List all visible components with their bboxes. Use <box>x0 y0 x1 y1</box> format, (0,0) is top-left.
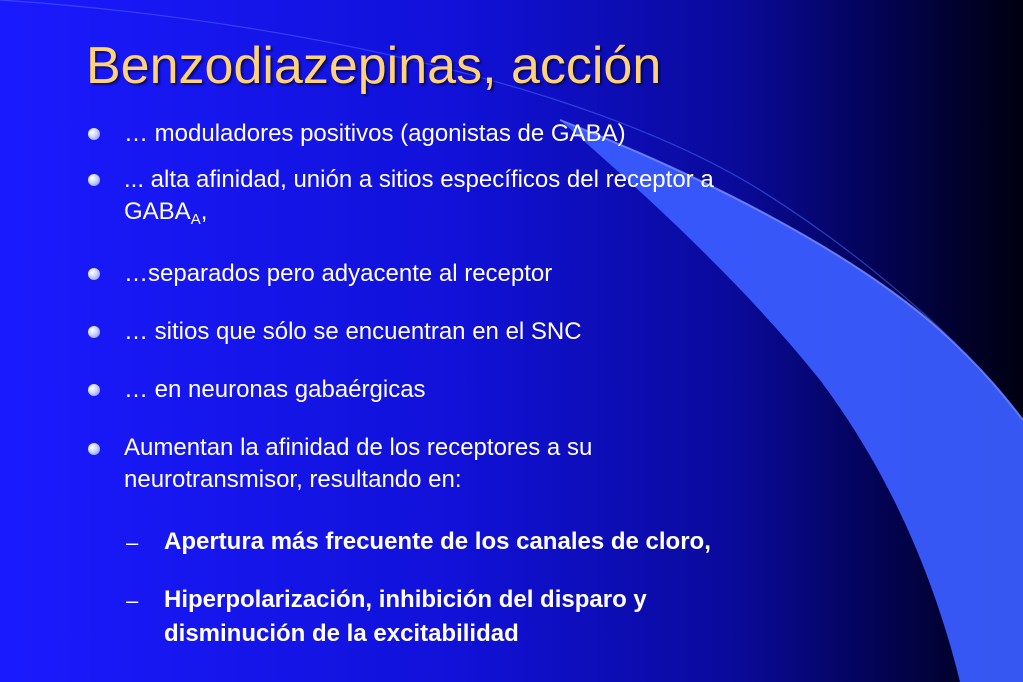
bullet-dot <box>88 268 100 280</box>
bullet-dot <box>88 443 100 455</box>
bullet-dot <box>88 384 100 396</box>
subbullet-2 <box>164 583 647 651</box>
subbullet-dash: – <box>126 530 139 555</box>
bullet-dot <box>88 326 100 338</box>
subbullet-1: Apertura más frecuente de los canales de cloro, <box>164 528 711 555</box>
bullet-dot <box>88 128 100 140</box>
subbullet-2-line2: disminución de la excitabilidad <box>164 620 519 647</box>
bullet-3: …separados pero adyacente al receptor <box>124 260 553 287</box>
bullet-1: … moduladores positivos (agonistas de GABA) <box>124 120 626 147</box>
bullet-5: … en neuronas gabaérgicas <box>124 376 426 403</box>
bullet-2-subscript: A <box>190 211 201 228</box>
bullet-2-gaba: GABA <box>124 198 191 225</box>
bullet-4: … sitios que sólo se encuentran en el SNC <box>124 318 582 345</box>
bullet-2 <box>124 164 714 236</box>
bullet-2-comma: , <box>200 198 208 225</box>
subbullet-2-line1: Hiperpolarización, inhibición del disparo y <box>164 586 647 613</box>
bullet-6-line1: Aumentan la afinidad de los receptores a su <box>124 434 593 461</box>
slide-title: Benzodiazepinas, acción <box>86 37 662 95</box>
bullet-2-line1: ... alta afinidad, unión a sitios específicos del receptor a <box>124 166 714 193</box>
subbullet-dash: – <box>126 588 139 613</box>
bullet-dot <box>88 174 100 186</box>
bullet-6 <box>124 432 592 496</box>
bullet-6-line2: neurotransmisor, resultando en: <box>124 466 462 493</box>
